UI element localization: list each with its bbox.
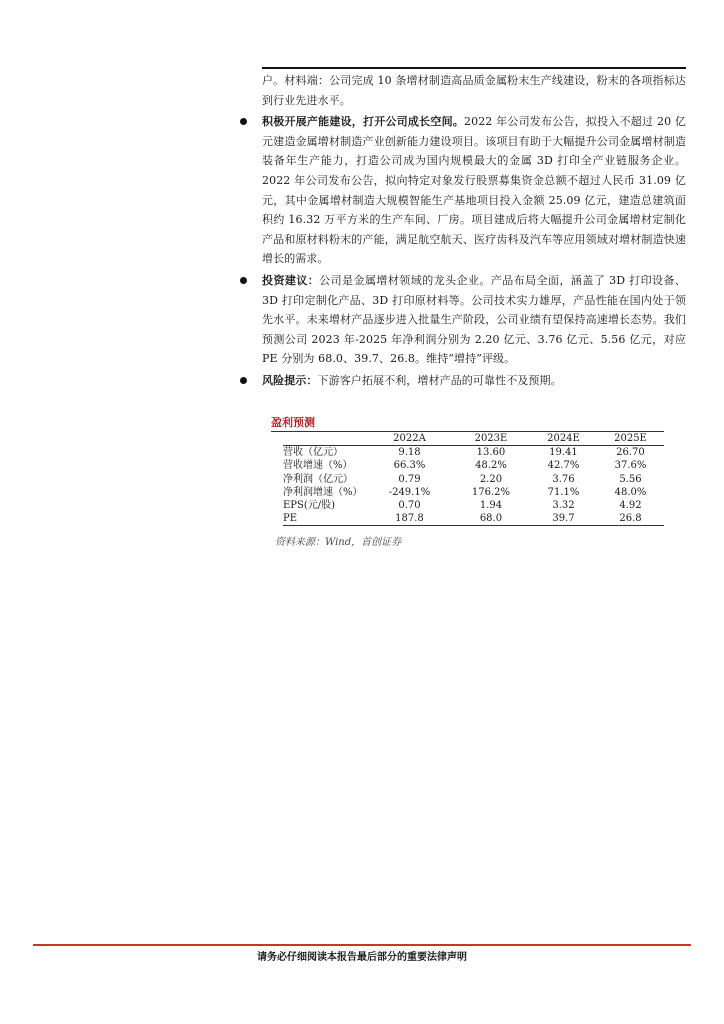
table-cell: 9.18 — [398, 447, 421, 459]
paragraph-continuation — [262, 71, 686, 110]
table-cell: 3.32 — [552, 500, 575, 512]
row-label: PE — [283, 512, 367, 526]
table-cell: 39.7 — [530, 512, 597, 526]
table-row — [283, 459, 664, 472]
table-cell: 4.92 — [619, 500, 642, 512]
table-cell: 3.76 — [552, 473, 575, 485]
paragraph-investment — [262, 271, 686, 369]
table-cell: 42.7% — [547, 460, 580, 472]
table-row — [283, 446, 664, 460]
bullet-icon — [240, 377, 247, 384]
top-rule — [262, 67, 686, 69]
table-header-cell: 2023E — [452, 432, 530, 446]
table-cell: 48.2% — [475, 460, 507, 472]
table-cell: 2.20 — [479, 473, 503, 485]
table-header-cell: 2024E — [530, 432, 597, 446]
table-source-note: 资料来源：Wind，首创证券 — [275, 537, 402, 548]
footer-rule — [33, 944, 691, 946]
table-cell: 5.56 — [619, 473, 642, 485]
table-cell: 68.0 — [452, 512, 530, 526]
table-title: 盈利预测 — [271, 416, 315, 429]
paragraph-lead: 投资建议： — [262, 273, 320, 287]
row-label: EPS(元/股) — [283, 500, 336, 512]
paragraph-text: 公司是金属增材领域的龙头企业。产品布局全面，涵盖了 3D 打印设备、3D 打印定制化产品、3D 打印原材料等。公司技术实力雄厚，产品性能在国内处于领先水平。未来增材产品逐步进入批量生产阶段，公司业绩有望保持高速增长态势。我们预测公司 2023 年-2025 年净利润分别为 2.20 亿元、3.76 亿元、5.56 亿元，对应 PE 分别为 68.0、39.7、26.8。维持“增持”评级。 — [262, 273, 687, 366]
paragraph-text: 下游客户拓展不利，增材产品的可靠性不及预期。 — [317, 373, 562, 387]
table-header-cell: 2022A — [367, 432, 452, 446]
table-row — [283, 473, 664, 486]
table-cell: 0.79 — [398, 473, 421, 485]
paragraph-capacity — [262, 112, 686, 269]
table-cell: 48.0% — [614, 486, 647, 498]
row-label: 营收增速（%） — [283, 460, 353, 472]
table-header-row — [283, 432, 664, 446]
table-cell: 176.2% — [471, 486, 511, 498]
report-body — [262, 71, 686, 393]
paragraph-lead: 积极开展产能建设，打开公司成长空间。 — [262, 115, 465, 129]
footer-disclaimer: 请务必仔细阅读本报告最后部分的重要法律声明 — [257, 952, 467, 963]
row-label: 净利润增速（%） — [283, 486, 363, 498]
paragraph-risk — [262, 371, 686, 391]
table-row — [283, 486, 664, 499]
table-cell: 19.41 — [549, 447, 578, 459]
table-cell: 0.70 — [398, 500, 421, 512]
paragraph-text: 户。材料端：公司完成 10 条增材制造高品质金属粉末生产线建设，粉末的各项指标达到行业先进水平。 — [262, 74, 686, 107]
table-cell: 26.70 — [616, 447, 645, 459]
bullet-icon — [240, 118, 247, 125]
table-cell: 1.94 — [479, 500, 503, 512]
table-cell: 187.8 — [367, 512, 452, 526]
table-header-cell — [283, 432, 367, 446]
table-cell: 13.60 — [476, 447, 506, 459]
table-header-cell: 2025E — [597, 432, 664, 446]
profit-forecast-table — [283, 432, 664, 526]
table-cell: 71.1% — [547, 486, 580, 498]
paragraph-text: 2022 年公司发布公告，拟投入不超过 20 亿元建造金属增材制造产业创新能力建设项目。该项目有助于大幅提升公司金属增材制造装备年生产能力，打造公司成为国内规模最大的金属 3D 打印全产业链服务企业。2022 年公司发布公告，拟向特定对象发行股票募集资金总额不超过人民币 31.09 亿元，其中金属增材制造大规模智能生产基地项目投入金额 25.09 亿元，建造总建筑面积约 16.32 万平方米的生产车间、厂房。项目建成后将大幅提升公司金属增材定制化产品和原材料粉末的产能，满足航空航天、医疗齿科及汽车等应用领域对增材制造快速增长的需求。 — [262, 115, 686, 266]
row-label: 净利润（亿元） — [283, 473, 353, 485]
table-row — [283, 499, 664, 512]
table-cell: 37.6% — [614, 460, 647, 472]
table-cell: -249.1% — [388, 486, 431, 498]
table-row — [283, 512, 664, 526]
table-cell: 26.8 — [597, 512, 664, 526]
paragraph-lead: 风险提示： — [262, 373, 318, 387]
table-cell: 66.3% — [393, 460, 426, 472]
bullet-icon — [240, 277, 247, 284]
row-label: 营收（亿元） — [283, 447, 343, 459]
